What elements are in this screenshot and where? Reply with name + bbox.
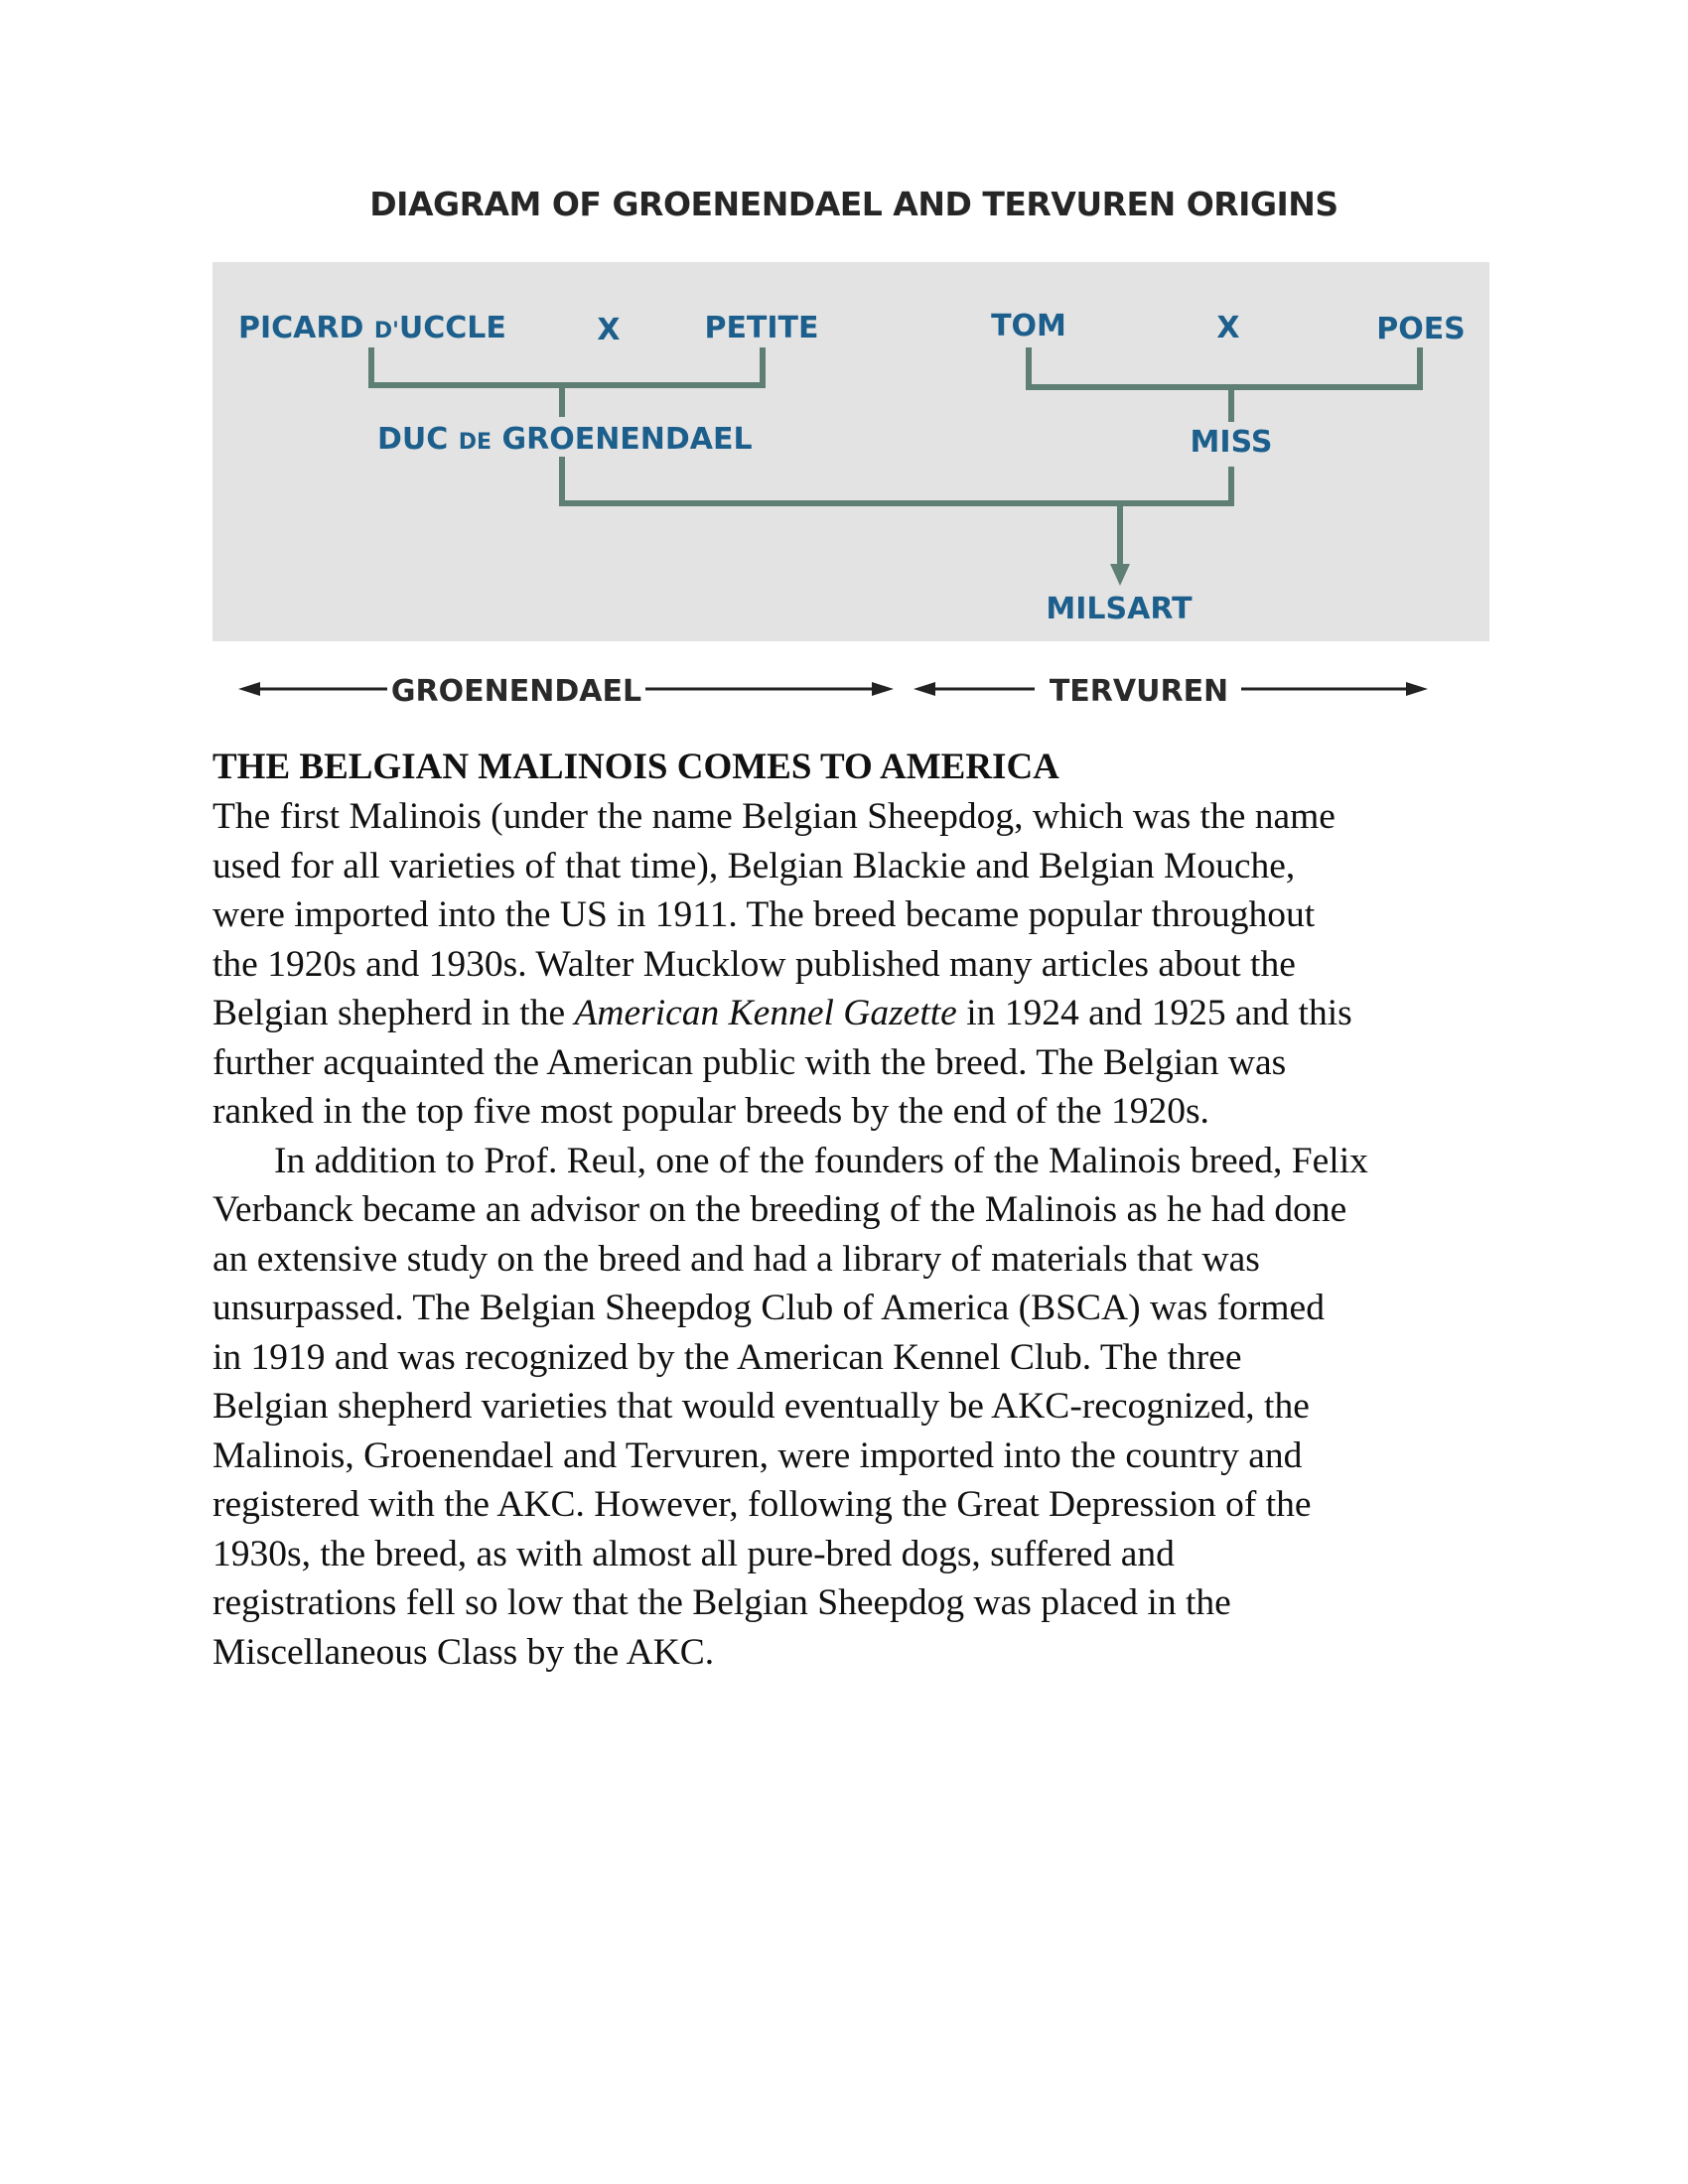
publication-title: American Kennel Gazette [574,993,957,1033]
p2-line-4: unsurpassed. The Belgian Sheepdog Club of America (BSCA) was formed [212,1288,1325,1328]
p2-line-1: In addition to Prof. Reul, one of the founders of the Malinois breed, Felix [274,1140,1368,1181]
article-body [212,743,1503,1677]
p2-line-3: an extensive study on the breed and had a library of materials that was [212,1238,1260,1280]
p1-line-4: the 1920s and 1930s. Walter Mucklow published many articles about the [212,943,1296,985]
p1-line-6: further acquainted the American public with the breed. The Belgian was [212,1041,1287,1083]
p2-line-10: registrations fell so low that the Belgian Sheepdog was placed in the [212,1582,1231,1623]
node-tom: TOM [991,309,1066,343]
tom-poes-bracket [1029,347,1420,387]
picard-petite-bracket [371,347,763,385]
p1-line-2: used for all varieties of that time), Belgian Blackie and Belgian Mouche, [212,845,1296,887]
label-tervuren: TERVUREN [1049,674,1229,709]
cross-symbol-2: X [1216,311,1240,345]
tervuren-left-arrowhead [914,682,935,696]
node-duc-de-groenendael: DUC DE GROENENDAEL [377,422,753,457]
label-groenendael: GROENENDAEL [390,674,642,709]
p2-line-7: Malinois, Groenendael and Tervuren, were imported into the country and [212,1434,1303,1476]
p2-line-2: Verbanck became an advisor on the breeding of the Malinois as he had done [212,1189,1347,1230]
origins-diagram [0,0,1688,754]
diagram-title: DIAGRAM OF GROENENDAEL AND TERVUREN ORIGINS [369,185,1338,223]
p2-line-9: 1930s, the breed, as with almost all pure-bred dogs, suffered and [212,1533,1175,1574]
node-poes: POES [1376,312,1466,346]
node-miss: MISS [1190,425,1273,460]
milsart-arrowhead [1110,564,1130,586]
article-heading: THE BELGIAN MALINOIS COMES TO AMERICA [212,747,1059,787]
p2-line-5: in 1919 and was recognized by the American Kennel Club. The three [212,1336,1242,1378]
p1-line-7: ranked in the top five most popular breeds by the end of the 1920s. [212,1091,1209,1132]
p1-line-5 [212,989,1503,1038]
groenendael-right-arrowhead [872,682,894,696]
groenendael-left-arrowhead [238,682,260,696]
p2-line-6: Belgian shepherd varieties that would eventually be AKC-recognized, the [212,1386,1310,1427]
paragraph-2 [212,1137,1503,1678]
p1-line-5-start: Belgian shepherd in the [212,993,575,1033]
tervuren-right-arrowhead [1406,682,1428,696]
duc-miss-bracket [562,457,1231,503]
paragraph-1 [212,792,1503,1137]
node-milsart: MILSART [1046,592,1193,626]
node-picard: PICARD D'UCCLE [238,311,506,345]
p1-line-5-end: in 1924 and 1925 and this [956,993,1352,1033]
p2-line-11: Miscellaneous Class by the AKC. [212,1631,715,1673]
node-petite: PETITE [704,311,819,345]
p1-line-1: The first Malinois (under the name Belgian Sheepdog, which was the name [212,796,1336,837]
cross-symbol-1: X [597,313,621,347]
p2-line-8: registered with the AKC. However, following the Great Depression of the [212,1484,1312,1525]
p1-line-3: were imported into the US in 1911. The breed became popular throughout [212,894,1316,935]
